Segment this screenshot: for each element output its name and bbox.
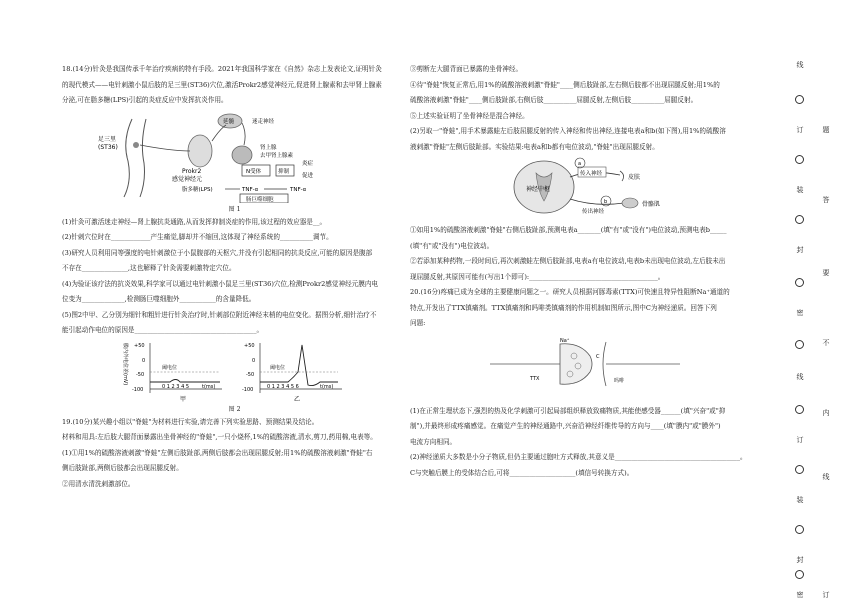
ttx-label: TTX bbox=[530, 375, 540, 382]
binding-circle bbox=[795, 525, 804, 534]
binding-char: 密 bbox=[796, 309, 804, 317]
binding-char: 订 bbox=[796, 436, 804, 444]
afferent-label: 传入神经 bbox=[580, 171, 603, 177]
binding-circle bbox=[795, 155, 804, 164]
morphine-label: 吗啡 bbox=[614, 377, 625, 384]
meter-a-label: a bbox=[578, 161, 582, 167]
nreceptor-label: N受体 bbox=[246, 168, 262, 175]
potential-curve-a bbox=[150, 379, 220, 382]
xticks-a: 0 1 2 3 4 5 bbox=[162, 383, 190, 390]
figure-1 bbox=[62, 111, 407, 203]
q19-line: 19.(10分)某兴趣小组以"脊蛙"为材料进行实验,请完善下列实验思路、预测结果及结论。 bbox=[62, 417, 319, 426]
xunit-b: t(ms) bbox=[320, 383, 334, 390]
figure-2 bbox=[62, 341, 407, 403]
q18-subquestion: (1)针灸可激活迷走神经—肾上腺抗炎通路,从而发挥抑制炎症的作用,该过程的效应器是__。 bbox=[62, 217, 327, 226]
tnf2-label: TNF-α bbox=[290, 186, 307, 193]
binding-char: 答 bbox=[822, 196, 830, 204]
binding-circle bbox=[795, 215, 804, 224]
sensory-label: 感觉神经元 bbox=[172, 175, 203, 183]
right-column bbox=[410, 62, 762, 481]
binding-char: 题 bbox=[822, 126, 830, 134]
binding-circle bbox=[795, 465, 804, 474]
figure-1-diagram bbox=[62, 111, 407, 203]
xunit-a: t(ms) bbox=[202, 383, 216, 390]
q20-line: 特点,开发出了TTX镇痛剂。TTX镇痛剂和吗啡类镇痛剂的作用机制如图所示,图中C为神经递质。回答下列 bbox=[410, 303, 717, 312]
vagus-label: 迷走神经 bbox=[252, 118, 275, 125]
ytick: +50 bbox=[244, 342, 255, 349]
binding-char: 订 bbox=[822, 591, 830, 599]
figure-1-caption: 图 1 bbox=[228, 205, 241, 213]
binding-char: 线 bbox=[796, 373, 804, 381]
q18-line: 分泌,可在脂多糖(LPS)引起的炎症反应中发挥抗炎作用。 bbox=[62, 96, 228, 104]
q19-line: 侧后肢趾部,两侧后肢都会出现屈腿反射。 bbox=[62, 464, 183, 472]
q19-line: 材料和用具:左后肢大腿背面暴露出坐骨神经的"脊蛙",一只小烧杯,1%的硫酸溶液,清水,剪刀,药用棉,电表等。 bbox=[62, 433, 377, 441]
panel-a-label: 甲 bbox=[180, 395, 187, 403]
binding-char: 线 bbox=[796, 61, 804, 69]
adrenal-label: 肾上腺 bbox=[260, 144, 277, 151]
lps-label: 脂多糖(LPS) bbox=[182, 186, 213, 193]
panel-b-label: 乙 bbox=[294, 395, 301, 403]
binding-circle bbox=[795, 570, 804, 579]
q19-line: ②用清水清洗刺激部位。 bbox=[62, 479, 135, 488]
binding-char: 订 bbox=[796, 126, 804, 134]
q19-subquestion: ①如用1%的硫酸溶液刺激"脊蛙"右侧后肢趾部,预测电表a_______(填"有"或"没有")电位波动,预测电表b_____ bbox=[410, 226, 727, 234]
st36-label: 足三里 bbox=[98, 135, 117, 143]
q19-continued: ⑤上述实验证明了坐骨神经是混合神经。 bbox=[410, 111, 529, 120]
q19-continued: ④待"脊蛙"恢复正常后,用1%的硫酸溶液刺激"脊蛙"____侧后肢趾部,左右侧后肢都不出现屈腿反射;用1%的 bbox=[410, 80, 720, 89]
q19-line: (1)①用1%的硫酸溶液刺激"脊蛙"左侧后肢趾部,两侧后肢都会出现屈腿反射;用1%的硫酸溶液刺激"脊蛙"右 bbox=[62, 448, 373, 457]
ytick: +50 bbox=[134, 342, 145, 349]
ytick: 0 bbox=[252, 357, 256, 364]
ytick: -100 bbox=[132, 386, 144, 393]
q18-subquestion: 能引起动作电位的原因是_____________________________________。 bbox=[62, 326, 264, 334]
q19-subquestion: 现屈腿反射,其原因可能有(写出1个即可):_______________________________________。 bbox=[410, 272, 665, 281]
prokr2-label: Prokr2 bbox=[182, 167, 202, 175]
q18-subquestion: (5)图2中甲、乙分别为细针和粗针进行针灸治疗时,针刺部位附近神经末梢的电位变化。据图分析,细针治疗不 bbox=[62, 310, 377, 319]
na-label: Na⁺ bbox=[560, 337, 570, 344]
synapse-diagram bbox=[410, 334, 762, 402]
ytick: 0 bbox=[142, 357, 146, 364]
figure-synapse bbox=[410, 334, 762, 402]
st36-code-label: (ST36) bbox=[98, 143, 118, 151]
q18-line: 的现代模式——电针刺激小鼠后肢的足三里(ST36)穴位,激活Prokr2感觉神经元,促进肾上腺素和去甲肾上腺素 bbox=[62, 80, 382, 89]
skin-label: 皮肤 bbox=[628, 174, 641, 181]
fig2-ylabel-a: 膜内外电位差(mV) bbox=[122, 342, 128, 385]
st36-point bbox=[133, 142, 139, 148]
q20-subquestion: 制"),并最终形成疼痛感觉。在痛觉产生的神经通路中,兴奋沿神经纤维传导的方向与____(填"膜内"或"膜外") bbox=[410, 422, 721, 430]
q18-subquestion: (2)针刺穴位时在____________产生痛觉,脚却并不缩回,这体现了神经系统的__________调节。 bbox=[62, 233, 333, 241]
inflammation-label: 炎症 bbox=[302, 160, 314, 167]
binding-circle bbox=[795, 278, 804, 287]
q20-subquestion: (2)神经递质大多数是小分子物质,但仍主要通过胞吐方式释放,其意义是______________________________________。 bbox=[410, 453, 747, 461]
q19-subquestion: (填"有"或"没有")电位波动。 bbox=[410, 241, 494, 250]
binding-char: 装 bbox=[796, 186, 804, 194]
ytick: -50 bbox=[246, 371, 255, 378]
q19-continued: 硫酸溶液刺激"脊蛙"____侧后肢趾部,右侧后肢__________屈腿反射,左侧后肢__________屈腿反射。 bbox=[410, 96, 698, 104]
ytick: -100 bbox=[242, 386, 254, 393]
promote-label: 促进 bbox=[302, 172, 314, 179]
binding-char: 装 bbox=[796, 496, 804, 504]
q20-line: 20.(16分)疼痛已成为全球的主要健康问题之一。研究人员根据河豚毒素(TTX)可快速且特异性阻断Na⁺通道的 bbox=[410, 288, 730, 296]
muscle-shape bbox=[622, 198, 638, 208]
binding-char: 封 bbox=[796, 246, 804, 254]
q20-subquestion: 电流方向相同。 bbox=[410, 437, 457, 446]
q20-subquestion: C与突触后膜上的受体结合后,可将____________________(填信号转换方式)。 bbox=[410, 468, 634, 477]
muscle-label: 骨骼肌 bbox=[642, 201, 661, 208]
center-label: 神经中枢 bbox=[526, 186, 551, 193]
binding-circle bbox=[795, 95, 804, 104]
figure-reflex-arc bbox=[410, 157, 762, 221]
q19-continued: 液刺激"脊蛙"左侧后肢趾部。实验结果:电表a和b都有电位波动,"脊蛙"出现屈腿反射。 bbox=[410, 142, 659, 151]
medulla-label: 延髓 bbox=[223, 118, 235, 125]
q18-subquestion: 不存在______________,这也解释了针灸需要刺激特定穴位。 bbox=[62, 264, 236, 272]
postsynaptic-membrane bbox=[603, 342, 606, 386]
reflex-arc-diagram bbox=[410, 157, 762, 221]
q19-subquestion: ②若添加某种药物,一段时间后,再次刺激蛙左侧后肢趾部,电表a有电位波动,电表b未出现电位波动,左后肢未出 bbox=[410, 257, 726, 265]
left-column bbox=[62, 62, 407, 492]
binding-margin bbox=[780, 0, 860, 608]
tnf-label: TNF-α bbox=[242, 186, 259, 193]
macrophage-label: 肠巨噬细胞 bbox=[246, 196, 274, 203]
binding-char: 密 bbox=[796, 591, 804, 599]
figure-2-graphs bbox=[62, 341, 407, 403]
xticks-b: 0 1 2 3 4 5 6 bbox=[267, 383, 299, 390]
q18-subquestion: 位变为_____________,检测肠巨噬细胞外___________的含量降低。 bbox=[62, 295, 256, 303]
q20-subquestion: (1)在正常生理状态下,强烈的热及化学刺激可引起局部组织释放致痛物质,其能使感受器______(填"兴奋"或"抑 bbox=[410, 406, 726, 415]
adrenal-shape bbox=[232, 146, 252, 164]
binding-char: 线 bbox=[822, 473, 830, 481]
meter-b-label: b bbox=[604, 199, 608, 205]
q19-continued: (2)另取一"脊蛙",用手术暴露蛙左后肢屈腿反射的传入神经和传出神经,连接电表a和b(如下图),用1%的硫酸溶 bbox=[410, 127, 726, 135]
figure-2-caption: 图 2 bbox=[228, 405, 241, 413]
binding-char: 内 bbox=[822, 409, 830, 417]
inhibit-label: 抑制 bbox=[278, 168, 290, 175]
threshold-label: 阈电位 bbox=[162, 364, 178, 371]
adrenal2-label: 去甲肾上腺素 bbox=[260, 152, 294, 159]
efferent-label: 传出神经 bbox=[582, 209, 605, 215]
q18-line: 18.(14分)针灸是我国传承千年治疗疾病的特有手段。2021年我国科学家在《自然》杂志上发表论文,证明针灸 bbox=[62, 65, 382, 73]
threshold-label: 阈电位 bbox=[270, 364, 286, 371]
binding-char: 要 bbox=[822, 269, 830, 277]
q20-line: 问题: bbox=[410, 319, 426, 327]
c-label: C bbox=[596, 353, 600, 360]
binding-circle bbox=[795, 340, 804, 349]
spinal-cord bbox=[188, 135, 212, 167]
binding-char: 封 bbox=[796, 556, 804, 564]
binding-char: 不 bbox=[822, 339, 830, 347]
q18-subquestion: (4)为验证该疗法的抗炎效果,科学家可以通过电针刺激小鼠足三里(ST36)穴位,检测Prokr2感觉神经元膜内电 bbox=[62, 279, 379, 288]
q19-continued: ③剪断左大腿背面已暴露的坐骨神经。 bbox=[410, 65, 523, 73]
ytick: -50 bbox=[136, 371, 145, 378]
q18-subquestion: (3)研究人员利用同等强度的电针刺激位于小鼠腹部的天枢穴,并没有引起相同的抗炎反应,可能的原因是腹部 bbox=[62, 248, 373, 257]
binding-circle bbox=[795, 405, 804, 414]
